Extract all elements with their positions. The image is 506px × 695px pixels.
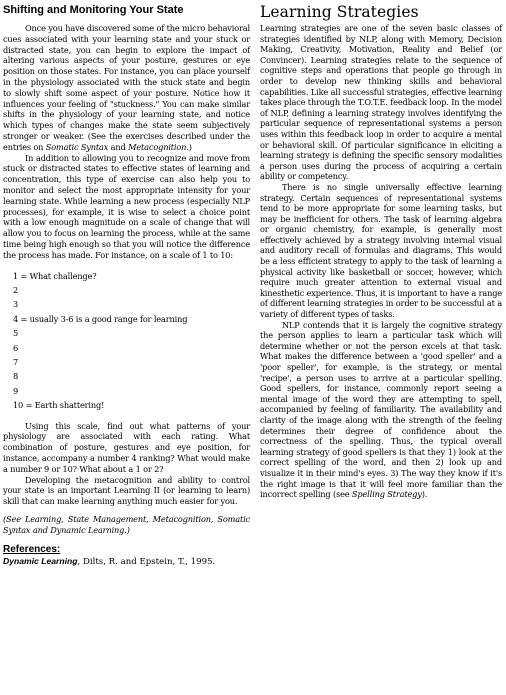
see-also-note: (See Learning, State Management, Metacognition, Somatic Syntax and Dynamic Learning.)	[3, 513, 250, 535]
scale-item: 4 = usually 3-6 is a good range for learning	[13, 313, 188, 324]
section-heading-shifting: Shifting and Monitoring Your State	[3, 4, 184, 16]
paragraph: In addition to allowing you to recognize and move from stuck or distracted states to effective states of learning and concentration, this type of exercise can also help you to monitor and select the most appropriate intensity for your learning state. While learning a new process (especially NLP processes), for example, it is wise to select a choice point with a low enough magnitude on a scale of change that will allow you to focus on learning the process, while at the same time being high enough so that you will notice the difference the process has made. For instance, on a scale of 1 to 10:	[3, 152, 250, 260]
left-column	[3, 4, 250, 568]
rating-scale-list	[13, 269, 250, 413]
scale-item: 2	[13, 284, 19, 295]
scale-item: 6	[13, 342, 19, 353]
references-heading: References:	[3, 543, 61, 555]
paragraph: NLP contends that it is largely the cognitive strategy the person applies to learn a particular task which will determine whether or not the person excels at that task. What makes the difference between a 'good speller' and a 'poor speller', for example, is the strategy, or mental 'recipe', a person uses to arrive at a particular spelling. Good spellers, for instance, commonly report seeing a mental image of the word they are attempting to spell, accompanied by feeling of familiarity. The availability and clarity of the image along with the strength of the feeling determines their degree of confidence about the correctness of the spelling. Thus, the typical overall learning strategy of good spellers is that they 1) look at the correct spelling of the word, and then 2) look up and visualize it in their mind's eyes. 3) The way they know if it's the right image is that it will feel more familiar than the incorrect spelling (see Spelling Strategy).	[260, 319, 502, 500]
paragraph: Learning strategies are one of the seven basic classes of strategies identified by NLP, along with Memory, Decision Making, Creativity, Motivation, Reality and Belief (or Convincer). Learning strategies relate to the sequence of cognitive steps and operations that people go through in order to develop new thinking skills and behavioral capabilities. Like all successful strategies, effective learning takes place through the T.O.T.E. feedback loop. In the model of NLP, defining a learning strategy involves identifying the particular sequence of representational systems a person uses within this feedback loop in order to acquire a mental or behavioral skill. Of particular significance in eliciting a learning strategy is defining the specific sensory modalities a person uses during the process of acquiring a certain ability or competency.	[260, 23, 502, 182]
scale-item: 3	[13, 299, 19, 310]
scale-item: 1 = What challenge?	[13, 270, 97, 281]
paragraph: Developing the metacognition and ability to control your state is an important Learning II (or learning to learn) skill that can make learning anything much easier for you.	[3, 474, 250, 507]
reference-entry: Dynamic Learning, Dilts, R. and Epstein, T., 1995.	[3, 555, 216, 567]
paragraph: Using this scale, find out what patterns of your physiology are associated with each rating. What combination of posture, gestures and eye position, for instance, accompany a number 4 ranking? What would make a number 9 or 10? What about a 1 or 2?	[3, 420, 250, 474]
scale-item: 5	[13, 328, 19, 339]
scale-item: 9	[13, 385, 19, 396]
paragraph: There is no single universally effective learning strategy. Certain sequences of representational systems tend to be more appropriate for some learning tasks, but may be inefficient for others. The task of learning algebra or organic chemistry, for example, is generally most effectively achieved by a strategy involving internal visual and auditory recall of formulas and diagrams. This would be a less efficient strategy to apply to the task of learning a physical activity like basketball or soccer, however, which require much greater attention to external visual and kinesthetic experience. Thus, it is important to have a range of different learning strategies in order to be successful at a variety of different types of tasks.	[260, 181, 502, 320]
scale-item: 10 = Earth shattering!	[13, 400, 105, 411]
scale-item: 8	[13, 371, 19, 382]
right-column	[260, 4, 502, 500]
scale-item: 7	[13, 356, 19, 367]
paragraph: Once you have discovered some of the micro behavioral cues associated with your learning state and your stuck or distracted state, you can begin to explore the impact of altering various aspects of your posture, gestures or eye position on those states. For instance, you can place yourself in the physiology associated with the stuck state and begin to slowly shift some aspect of your posture. Notice how it influences your feeling of "stuckness." You can make similar shifts in the physiology of your learning state, and notice which types of changes make the state seem subjectively stronger or weaker. (See the exercises described under the entries on Somatic Syntax and Metacognition.)	[3, 23, 250, 152]
section-heading-learning-strategies: Learning Strategies	[260, 3, 419, 21]
